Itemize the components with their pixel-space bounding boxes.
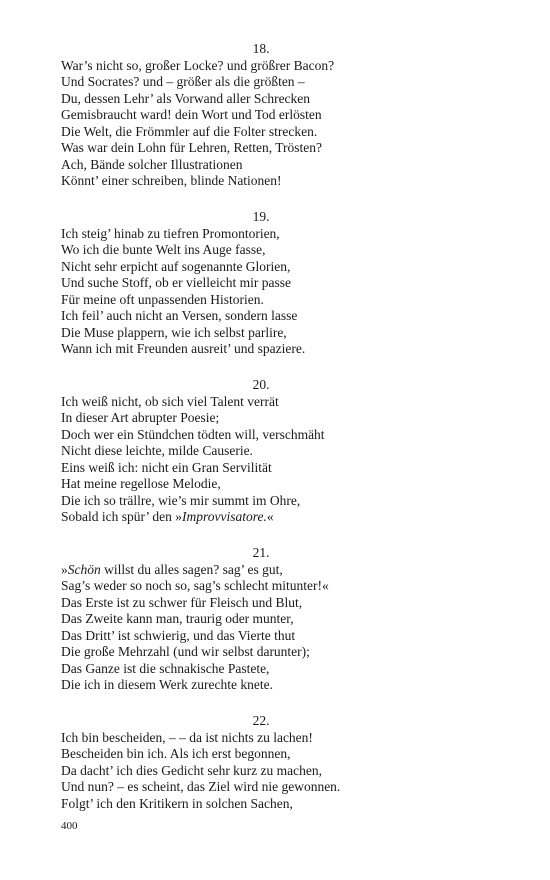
verse-line: Ich steig’ hinab zu tiefren Promontorien,: [61, 225, 280, 241]
verse-line: Ich feil’ auch nicht an Versen, sondern lasse: [61, 308, 298, 323]
verse-line: Und Socrates? und – größer als die größten –: [61, 74, 305, 89]
verse-line: Die Welt, die Frömmler auf die Folter strecken.: [61, 123, 318, 139]
stanza-number: 19.: [252, 209, 270, 224]
verse-line: Und suche Stoff, ob er vielleicht mir passe: [61, 275, 291, 290]
stanza-22: [61, 713, 501, 812]
stanza-number: 20.: [252, 377, 270, 392]
italic-emphasis: Schön: [67, 561, 101, 577]
verse-line: Und nun? – es scheint, das Ziel wird nie gewonnen.: [61, 779, 341, 794]
page-number: 400: [61, 820, 78, 832]
verse-line: Sobald ich spür’ den »Improvvisatore.«: [61, 509, 274, 524]
verse-line: Gemisbraucht ward! dein Wort und Tod erlösten: [61, 107, 322, 122]
stanza-21: [61, 545, 501, 694]
stanza-19: [61, 209, 501, 358]
stanza-20: [61, 377, 501, 526]
verse-line: Nicht sehr erpicht auf sogenannte Glorien,: [61, 258, 291, 274]
stanza-number: 18.: [252, 41, 270, 56]
verse-line: Die große Mehrzahl (und wir selbst darunter);: [61, 644, 310, 659]
stanza-number: 21.: [252, 545, 270, 560]
verse-line: Die ich in diesem Werk zurechte knete.: [61, 677, 273, 692]
verse-line: Da dacht’ ich dies Gedicht sehr kurz zu machen,: [61, 762, 323, 778]
verse-line: Was war dein Lohn für Lehren, Retten, Trösten?: [61, 140, 322, 155]
stanza-18: [61, 41, 501, 190]
verse-line: Hat meine regellose Melodie,: [61, 476, 221, 491]
verse-line: Doch wer ein Stündchen tödten will, verschmäht: [61, 426, 325, 442]
verse-line: Du, dessen Lehr’ als Vorwand aller Schrecken: [61, 90, 311, 106]
verse-line: Das Zweite kann man, traurig oder munter,: [61, 611, 294, 626]
verse-line: »Schön willst du alles sagen? sag’ es gut,: [61, 561, 283, 577]
stanza-number: 22.: [252, 713, 270, 728]
verse-line: Eins weiß ich: nicht ein Gran Servilität: [61, 459, 272, 475]
verse-line: Sag’s weder so noch so, sag’s schlecht mitunter!«: [61, 578, 329, 593]
verse-line: Die Muse plappern, wie ich selbst parlire,: [61, 324, 287, 340]
verse-line: Für meine oft unpassenden Historien.: [61, 291, 264, 307]
verse-line: Das Erste ist zu schwer für Fleisch und Blut,: [61, 594, 303, 610]
verse-line: War’s nicht so, großer Locke? und größrer Bacon?: [61, 57, 335, 73]
verse-line: Nicht diese leichte, milde Causerie.: [61, 443, 253, 458]
verse-line: Ach, Bände solcher Illustrationen: [61, 156, 243, 172]
verse-line: Bescheiden bin ich. Als ich erst begonnen,: [61, 746, 291, 761]
verse-line: Ich bin bescheiden, – – da ist nichts zu lachen!: [61, 729, 313, 745]
verse-line: In dieser Art abrupter Poesie;: [61, 410, 220, 425]
verse-line: Könnt’ einer schreiben, blinde Nationen!: [61, 173, 282, 188]
verse-line: Folgt’ ich den Kritikern in solchen Sachen,: [61, 795, 293, 811]
verse-line: Wo ich die bunte Welt ins Auge fasse,: [61, 242, 266, 257]
verse-line: Wann ich mit Freunden ausreit’ und spaziere.: [61, 341, 306, 356]
verse-line: Die ich so trällre, wie’s mir summt im Ohre,: [61, 492, 301, 508]
italic-emphasis: Improvvisatore.: [181, 509, 267, 524]
verse-line: Ich weiß nicht, ob sich viel Talent verrät: [61, 393, 279, 409]
verse-line: Das Dritt’ ist schwierig, und das Vierte thut: [61, 627, 296, 643]
verse-line: Das Ganze ist die schnakische Pastete,: [61, 660, 270, 676]
